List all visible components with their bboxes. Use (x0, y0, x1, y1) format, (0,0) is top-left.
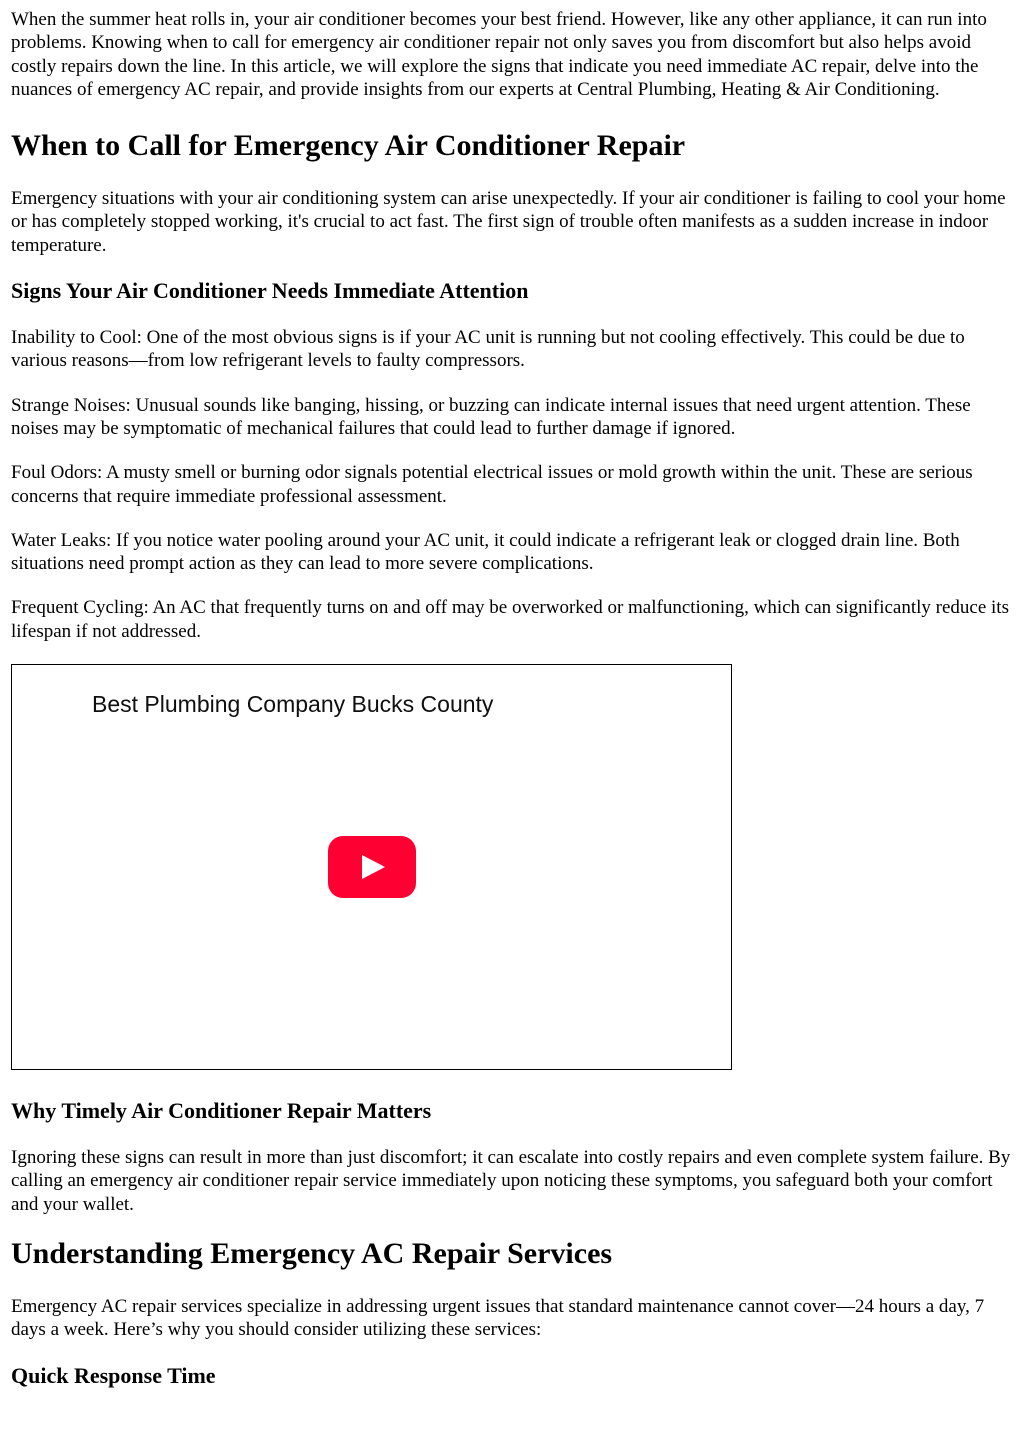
sign-frequent-cycling: Frequent Cycling: An AC that frequently turns on and off may be overworked or malfunctioning, which can significantly reduce its lifespan if not addressed. (11, 597, 1009, 642)
section-heading-understanding: Understanding Emergency AC Repair Services (11, 1236, 613, 1270)
section-body-understanding: Emergency AC repair services specialize in addressing urgent issues that standard maintenance cannot cover—24 hours a day, 7 days a week. Here’s why you should consider utilizing these services: (11, 1295, 985, 1341)
intro-paragraph: When the summer heat rolls in, your air conditioner becomes your best friend. However, like any other appliance, it can run into problems. Knowing when to call for emergency air conditioner repair not only saves you from discomfort but also helps avoid costly repairs down the line. In this article, we will explore the signs that indicate you need immediate AC repair, delve into the nuances of emergency AC repair, and provide insights from our experts at Central Plumbing, Heating & Air Conditioning. (11, 9, 987, 100)
subheading-quick-response: Quick Response Time (11, 1362, 216, 1388)
sign-inability-to-cool: Inability to Cool: One of the most obvious signs is if your AC unit is running but not cooling effectively. This could be due to various reasons—from low refrigerant levels to faulty compressors. (11, 327, 965, 372)
timely-repair-body: Ignoring these signs can result in more than just discomfort; it can escalate into costly repairs and even complete system failure. By calling an emergency air conditioner repair service immediately upon noticing these symptoms, you safeguard both your comfort and your wallet. (11, 1147, 1011, 1215)
video-title[interactable]: Best Plumbing Company Bucks County (92, 691, 494, 718)
video-embed[interactable] (11, 664, 732, 1070)
sign-foul-odors: Foul Odors: A musty smell or burning odor signals potential electrical issues or mold growth within the unit. These are serious concerns that require immediate professional assessment. (11, 462, 973, 507)
play-icon (362, 855, 385, 879)
subheading-timely-repair: Why Timely Air Conditioner Repair Matters (11, 1098, 432, 1124)
sign-water-leaks: Water Leaks: If you notice water pooling around your AC unit, it could indicate a refrigerant leak or clogged drain line. Both situations need prompt action as they can lead to more severe complications. (11, 529, 960, 575)
section-body-when-to-call: Emergency situations with your air conditioning system can arise unexpectedly. If your air conditioner is failing to cool your home or has completely stopped working, it's crucial to act fast. The first sign of trouble often manifests as a sudden increase in indoor temperature. (11, 188, 1006, 256)
sign-strange-noises: Strange Noises: Unusual sounds like banging, hissing, or buzzing can indicate internal issues that need urgent attention. These noises may be symptomatic of mechanical failures that could lead to further damage if ignored. (11, 394, 971, 439)
subheading-signs: Signs Your Air Conditioner Needs Immediate Attention (11, 278, 529, 304)
section-heading-when-to-call: When to Call for Emergency Air Conditioner Repair (11, 129, 686, 163)
play-button[interactable] (328, 836, 416, 898)
